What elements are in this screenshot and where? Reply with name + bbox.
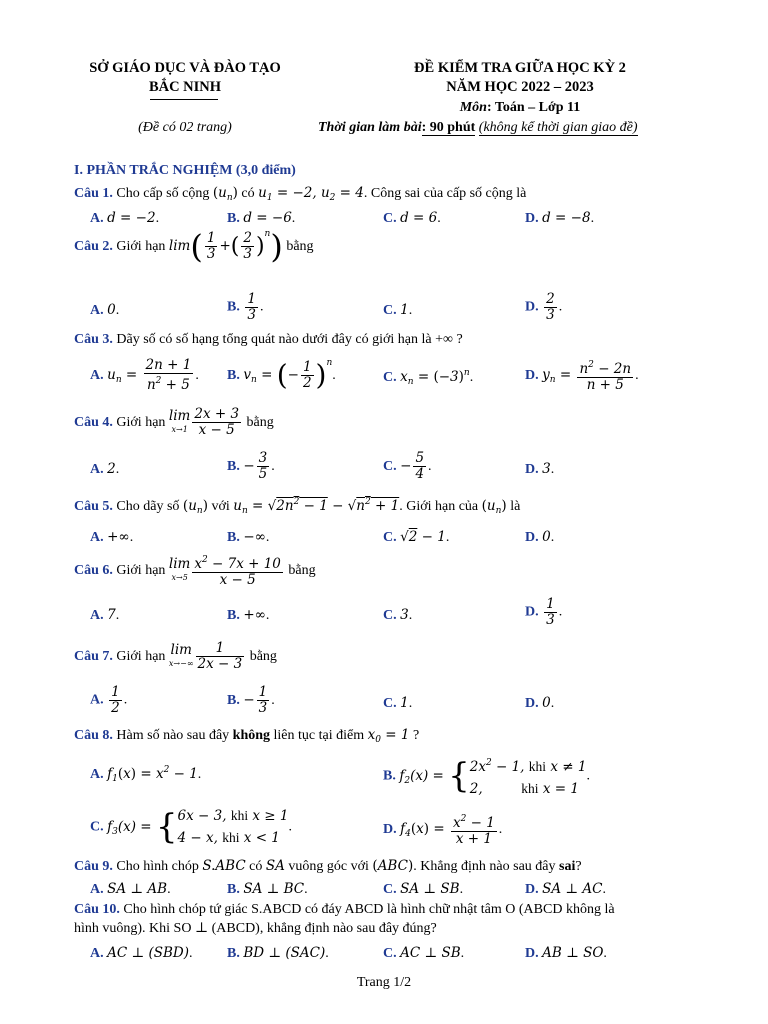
question-9-text: Cho hình chóp xyxy=(116,859,199,874)
q1-option-a-label: A. xyxy=(90,211,104,226)
q10-option-b-value: BD ⊥ (SAC) xyxy=(243,945,326,961)
q10-option-d[interactable]: D. AB ⊥ SO. xyxy=(525,945,607,961)
question-9-text-c: vuông góc với xyxy=(288,859,369,874)
question-9-label: Câu 9. xyxy=(74,859,113,874)
question-6-tail: bằng xyxy=(288,563,316,578)
q6-option-a-label: A. xyxy=(90,608,104,623)
q10-option-b-label: B. xyxy=(227,946,240,961)
q8-option-d[interactable]: D. $f_4(x)$ = $\frac{x^2 - 1}{x + 1}$ . xyxy=(383,814,503,847)
q5-option-b[interactable]: B. −∞. xyxy=(227,529,270,545)
question-7-tail: bằng xyxy=(249,649,277,664)
question-10-label: Câu 10. xyxy=(74,902,120,917)
q2-option-c[interactable]: C. 1. xyxy=(383,302,413,318)
q7-option-d[interactable]: D. 0. xyxy=(525,695,555,711)
q6-option-d-label: D. xyxy=(525,604,539,620)
q2-option-c-label: C. xyxy=(383,303,397,318)
q2-option-d[interactable]: D. $\frac{2}{3}$ . xyxy=(525,291,563,323)
q4-option-c-label: C. xyxy=(383,459,397,474)
limit-expression: lim x→1 $\frac{2x + 3}{x - 5}$ xyxy=(168,406,240,438)
q1-option-a[interactable]: A. d = −2. xyxy=(90,210,160,226)
q3-option-a[interactable]: A. $u_n$ = $\frac{2n + 1}{n^2 + 5}$ . xyxy=(90,357,199,393)
q8-option-a-label: A. xyxy=(90,767,104,782)
q10-option-a-label: A. xyxy=(90,946,104,961)
q2-option-a[interactable]: A. 0. xyxy=(90,302,120,318)
q10-option-c-value: AC ⊥ SB xyxy=(400,945,461,961)
q3-option-b[interactable]: B. $v_n$ = (− $\frac{1}{2}$ )$^n$. xyxy=(227,358,336,392)
question-4 xyxy=(74,407,274,438)
question-9: Câu 9. Cho hình chóp S.ABC có SA vuông góc với (ABC). Khẳng định nào sau đây sai? xyxy=(74,858,582,874)
q10-option-a-value: AC ⊥ (SBD) xyxy=(107,945,190,961)
q1-option-c-value: d = 6 xyxy=(400,210,438,226)
question-1-text-c: . Công sai của cấp số cộng là xyxy=(363,186,527,201)
q7-option-c[interactable]: C. 1. xyxy=(383,695,413,711)
q1-option-b-value: d = −6 xyxy=(243,210,292,226)
question-4-text: Giới hạn xyxy=(116,415,166,430)
question-8-emphasis: không xyxy=(232,728,271,743)
q6-option-c-label: C. xyxy=(383,608,397,623)
question-6-label: Câu 6. xyxy=(74,563,113,578)
q7-option-a[interactable]: A. $\frac{1}{2}$ . xyxy=(90,684,128,716)
q1-option-b-label: B. xyxy=(227,211,240,226)
q6-option-b-label: B. xyxy=(227,608,240,623)
question-8-text: Hàm số nào sau đây xyxy=(116,728,230,743)
q7-option-b-label: B. xyxy=(227,693,240,708)
q3-option-c[interactable]: C. $x_n = (-3)^n$. xyxy=(383,368,474,387)
q6-option-c[interactable]: C. 3. xyxy=(383,607,413,623)
page-footer: Trang 1/2 xyxy=(356,975,412,990)
q6-option-d[interactable]: D. $\frac{1}{3}$ . xyxy=(525,596,563,628)
q4-option-c[interactable]: C. − $\frac{5}{4}$ . xyxy=(383,450,432,482)
subject-value: : Toán – Lớp 11 xyxy=(486,100,581,115)
q8-option-b-label: B. xyxy=(383,768,396,784)
question-1-given: $u_1 = -2$, $u_2 = 4$ xyxy=(258,185,364,203)
q9-option-b[interactable]: B. SA ⊥ BC. xyxy=(227,881,308,897)
question-1-text: Cho cấp số cộng xyxy=(116,186,210,201)
q4-option-a-label: A. xyxy=(90,462,104,477)
limit-expression: lim x→−∞ $\frac{1}{2x - 3}$ xyxy=(168,640,243,672)
q8-option-b[interactable]: B. $f_2(x) = \{2x^2 - 1$, khi x ≠ 1 2, khi x = 1. xyxy=(383,756,590,797)
q1-option-d-label: D. xyxy=(525,211,539,226)
q7-option-c-value: 1 xyxy=(400,695,409,711)
question-8-label: Câu 8. xyxy=(74,728,113,743)
q1-option-d-value: d = −8 xyxy=(542,210,591,226)
q7-option-a-label: A. xyxy=(90,692,104,708)
question-5-text-c: . Giới hạn của xyxy=(399,499,479,514)
q4-option-d-label: D. xyxy=(525,462,539,477)
question-6 xyxy=(74,553,316,588)
time-value: : 90 phút xyxy=(421,120,476,135)
question-10-line-1: Cho hình chóp tứ giác S.ABCD có đáy ABCD là hình chữ nhật tâm O (ABCD không là xyxy=(123,902,615,917)
question-5-text: Cho dãy số xyxy=(116,499,180,514)
q8-option-c-label: C. xyxy=(90,819,104,835)
question-7-label: Câu 7. xyxy=(74,649,113,664)
question-1-text-b: có xyxy=(241,186,255,201)
q4-option-a-value: 2 xyxy=(107,461,116,477)
q2-option-b[interactable]: B. $\frac{1}{3}$ . xyxy=(227,291,264,323)
question-2 xyxy=(74,227,314,266)
q9-option-b-label: B. xyxy=(227,882,240,897)
time-line xyxy=(318,120,638,136)
q10-option-d-value: AB ⊥ SO xyxy=(542,945,604,961)
subject-label: Môn xyxy=(459,100,487,115)
question-3-label: Câu 3. xyxy=(74,332,113,347)
q10-option-d-label: D. xyxy=(525,946,539,961)
q1-option-d[interactable]: D. d = −8. xyxy=(525,210,595,226)
limit-expression: lim( $\frac{1}{3}$ +( $\frac{2}{3}$ )$^n$) xyxy=(168,227,283,266)
question-7-text: Giới hạn xyxy=(116,649,166,664)
question-10-continued xyxy=(74,920,437,937)
question-10 xyxy=(74,902,615,918)
q3-option-d-label: D. xyxy=(525,368,539,383)
q5-option-d-label: D. xyxy=(525,530,539,545)
sequence-formula: $u_n = √2n^2 - 1 - √n^2 + 1$ xyxy=(233,497,400,516)
time-note: (không kể thời gian giao đề) xyxy=(478,120,638,135)
q10-option-c[interactable]: C. AC ⊥ SB. xyxy=(383,945,465,961)
page-count-note: (Đề có 02 trang) xyxy=(138,120,232,135)
question-6-text: Giới hạn xyxy=(116,563,166,578)
q1-option-b[interactable]: B. d = −6. xyxy=(227,210,296,226)
question-2-tail: bằng xyxy=(286,239,314,254)
q4-option-a[interactable]: A. 2. xyxy=(90,461,120,477)
q2-option-b-label: B. xyxy=(227,299,240,315)
q10-option-a[interactable]: A. AC ⊥ (SBD). xyxy=(90,945,193,961)
question-8: Câu 8. Hàm số nào sau đây không liên tục tại điểm $x_0 = 1$ ? xyxy=(74,727,420,745)
q9-option-c-label: C. xyxy=(383,882,397,897)
q3-option-d[interactable]: D. $y_n$ = $\frac{n^2 - 2n}{n + 5}$ . xyxy=(525,360,639,393)
question-8-text-b: liên tục tại điểm xyxy=(273,728,365,743)
q5-option-a-value: +∞ xyxy=(107,529,130,545)
q2-option-d-label: D. xyxy=(525,299,539,315)
q5-option-d-value: 0 xyxy=(542,529,551,545)
q5-option-a[interactable]: A. +∞. xyxy=(90,529,134,545)
q9-option-d-label: D. xyxy=(525,882,539,897)
q5-option-a-label: A. xyxy=(90,530,104,545)
question-5-text-b: với xyxy=(211,499,230,514)
q2-option-c-value: 1 xyxy=(400,302,409,318)
question-2-label: Câu 2. xyxy=(74,239,113,254)
q5-option-c-label: C. xyxy=(383,530,397,545)
exam-title: ĐỀ KIỂM TRA GIỮA HỌC KỲ 2 xyxy=(414,60,626,76)
q10-option-b[interactable]: B. BD ⊥ (SAC). xyxy=(227,945,329,961)
q9-option-d-value: SA ⊥ AC xyxy=(542,881,603,897)
q2-option-a-label: A. xyxy=(90,303,104,318)
q9-option-d[interactable]: D. SA ⊥ AC. xyxy=(525,881,606,897)
province-name: BẮC NINH xyxy=(148,79,222,95)
q1-option-c[interactable]: C. d = 6. xyxy=(383,210,441,226)
q3-option-b-label: B. xyxy=(227,368,240,383)
q5-option-b-value: −∞ xyxy=(243,529,266,545)
question-1 xyxy=(74,185,526,203)
question-3-text: Dãy số có số hạng tổng quát nào dưới đây có giới hạn là +∞ ? xyxy=(116,332,463,347)
question-9-emphasis: sai xyxy=(559,859,576,874)
department-name: SỞ GIÁO DỤC VÀ ĐÀO TẠO xyxy=(89,60,281,76)
q2-option-a-value: 0 xyxy=(107,302,116,318)
header-divider xyxy=(150,99,218,100)
q6-option-a-value: 7 xyxy=(107,607,116,623)
q1-option-c-label: C. xyxy=(383,211,397,226)
q8-option-d-label: D. xyxy=(383,822,397,837)
question-7 xyxy=(74,641,277,672)
q10-option-c-label: C. xyxy=(383,946,397,961)
q8-option-a[interactable]: A. $f_1(x) = x^2 - 1$. xyxy=(90,765,202,784)
q4-option-b-label: B. xyxy=(227,459,240,474)
q6-option-b[interactable]: B. +∞. xyxy=(227,607,270,623)
q9-option-a[interactable]: A. SA ⊥ AB. xyxy=(90,881,171,897)
q9-option-b-value: SA ⊥ BC xyxy=(243,881,305,897)
q7-option-c-label: C. xyxy=(383,696,397,711)
question-1-label: Câu 1. xyxy=(74,186,113,201)
q3-option-c-label: C. xyxy=(383,370,397,385)
q6-option-a[interactable]: A. 7. xyxy=(90,607,120,623)
sequence-un: $(u_n)$ xyxy=(212,185,238,203)
question-4-tail: bằng xyxy=(246,415,274,430)
q9-option-a-label: A. xyxy=(90,882,104,897)
subject-line xyxy=(340,100,700,116)
question-4-label: Câu 4. xyxy=(74,415,113,430)
question-2-text: Giới hạn xyxy=(116,239,166,254)
q8-option-c[interactable]: C. $f_3(x) = \{6x - 3$, khi x ≥ 1 4 − x, khi x < 1. xyxy=(90,807,292,847)
question-5-text-d: là xyxy=(510,499,521,514)
school-year: NĂM HỌC 2022 – 2023 xyxy=(446,79,594,95)
q7-option-d-value: 0 xyxy=(542,695,551,711)
q6-option-b-value: +∞ xyxy=(243,607,266,623)
section-title: I. PHẦN TRẮC NGHIỆM (3,0 điểm) xyxy=(74,163,296,178)
question-10-line-2: hình vuông). Khi SO ⊥ (ABCD), khẳng định nào sau đây đúng? xyxy=(74,921,437,936)
q5-option-c[interactable]: C. √2 − 1. xyxy=(383,529,450,545)
question-9-text-d: . Khẳng định nào sau đây xyxy=(413,859,556,874)
question-5: Câu 5. Cho dãy số $(u_n)$ với $u_n = √2n^2 - 1 - √n^2 + 1$. Giới hạn của $(u_n)$ là xyxy=(74,497,521,516)
question-5-label: Câu 5. xyxy=(74,499,113,514)
q6-option-c-value: 3 xyxy=(400,607,409,623)
q5-option-b-label: B. xyxy=(227,530,240,545)
question-3 xyxy=(74,332,463,348)
q9-option-c[interactable]: C. SA ⊥ SB. xyxy=(383,881,464,897)
q3-option-a-label: A. xyxy=(90,368,104,383)
limit-expression: lim x→5 $\frac{x^2 - 7x + 10}{x - 5}$ xyxy=(168,555,281,588)
q9-option-c-value: SA ⊥ SB xyxy=(400,881,460,897)
q4-option-d-value: 3 xyxy=(542,461,551,477)
time-label: Thời gian làm bài xyxy=(318,120,422,135)
q7-option-d-label: D. xyxy=(525,696,539,711)
question-9-text-b: có xyxy=(249,859,263,874)
q5-option-d[interactable]: D. 0. xyxy=(525,529,555,545)
q4-option-b[interactable]: B. − $\frac{3}{5}$ . xyxy=(227,450,275,482)
q4-option-d[interactable]: D. 3. xyxy=(525,461,555,477)
q7-option-b[interactable]: B. − $\frac{1}{3}$ . xyxy=(227,684,275,716)
q1-option-a-value: d = −2 xyxy=(107,210,156,226)
q9-option-a-value: SA ⊥ AB xyxy=(107,881,168,897)
